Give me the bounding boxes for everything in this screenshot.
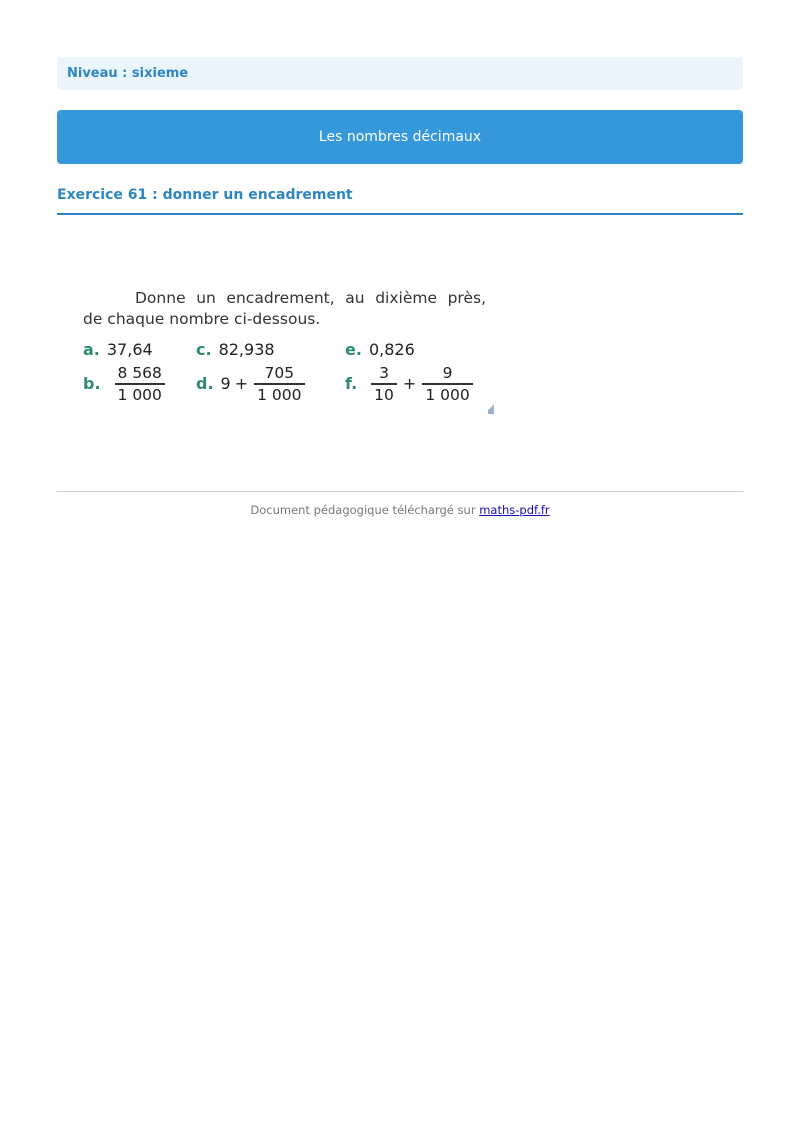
item-value: 37,64: [106, 340, 153, 359]
chapter-title: Les nombres décimaux: [318, 129, 482, 145]
fraction: [371, 364, 397, 404]
instruction-line-2: de chaque nombre ci-dessous.: [83, 310, 321, 328]
whole-part: 9: [220, 374, 231, 394]
numerator: 3: [379, 364, 389, 382]
item-c: [196, 340, 275, 359]
level-banner: [57, 57, 743, 90]
instruction-line-1: Donne un encadrement, au dixième près,: [135, 289, 486, 307]
fraction: [422, 364, 472, 404]
item-f: [345, 364, 475, 404]
item-letter: f.: [345, 374, 358, 394]
denominator: 1 000: [425, 385, 470, 404]
item-letter: a.: [83, 340, 100, 359]
numerator: 8 568: [117, 364, 162, 382]
fraction: [115, 364, 165, 404]
denominator: 1 000: [257, 385, 302, 404]
item-value: 82,938: [218, 340, 275, 359]
scan-corner-mark: [488, 404, 494, 414]
item-a: [83, 340, 153, 359]
item-d: [196, 364, 307, 404]
item-value: 0,826: [368, 340, 415, 359]
footer-link[interactable]: maths-pdf.fr: [479, 503, 550, 517]
denominator: 1 000: [117, 385, 162, 404]
item-letter: d.: [196, 374, 214, 394]
exercise-heading: Exercice 61 : donner un encadrement: [57, 184, 743, 215]
item-letter: c.: [196, 340, 212, 359]
item-b: [83, 364, 167, 404]
denominator: 10: [374, 385, 394, 404]
plus-operator: +: [234, 374, 249, 394]
numerator: 9: [442, 364, 453, 382]
numerator: 705: [264, 364, 295, 382]
plus-operator: +: [402, 374, 417, 394]
chapter-title-banner: [57, 110, 743, 164]
footer-text: Document pédagogique téléchargé sur: [250, 503, 476, 517]
fraction: [254, 364, 304, 404]
footer: [57, 503, 743, 517]
footer-divider: [57, 491, 743, 492]
item-letter: b.: [83, 374, 101, 394]
item-letter: e.: [345, 340, 362, 359]
level-label: Niveau : sixieme: [67, 66, 189, 81]
item-e: [345, 340, 415, 359]
exercise-content: [83, 288, 503, 418]
